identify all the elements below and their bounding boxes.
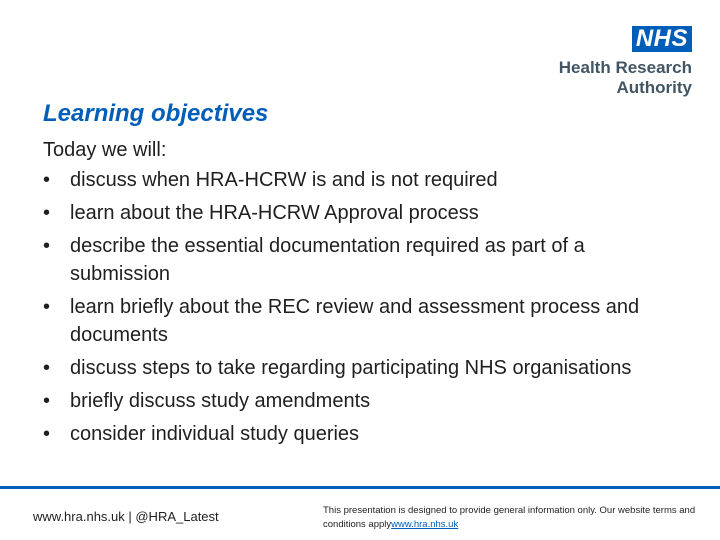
- objective-text: briefly discuss study amendments: [70, 390, 371, 412]
- objectives-list: [43, 166, 683, 453]
- bullet-icon: •: [43, 423, 51, 445]
- bullet-icon: •: [43, 235, 51, 257]
- bullet-icon: •: [43, 296, 51, 318]
- org-name: [559, 58, 692, 98]
- objective-text: describe the essential documentation required as part of a submission: [70, 235, 585, 285]
- list-item: [43, 354, 683, 382]
- objective-text: discuss steps to take regarding participating NHS organisations: [70, 357, 632, 379]
- hra-logo: [559, 26, 692, 98]
- footer-disclaimer: [323, 504, 703, 532]
- nhs-logo-badge: NHS: [632, 26, 692, 52]
- bullet-icon: •: [43, 357, 51, 379]
- footer-divider: [0, 486, 720, 489]
- bullet-icon: •: [43, 169, 51, 191]
- objective-text: learn briefly about the REC review and assessment process and documents: [70, 296, 640, 346]
- list-item: [43, 420, 683, 448]
- intro-text: Today we will:: [43, 139, 167, 161]
- org-name-line-2: Authority: [616, 78, 692, 97]
- list-item: [43, 199, 683, 227]
- slide-title: Learning objectives: [43, 100, 269, 127]
- list-item: [43, 387, 683, 415]
- bullet-icon: •: [43, 390, 51, 412]
- list-item: [43, 232, 683, 288]
- objective-text: discuss when HRA-HCRW is and is not required: [70, 169, 498, 191]
- org-name-line-1: Health Research: [558, 58, 692, 77]
- list-item: [43, 293, 683, 349]
- disclaimer-text: This presentation is designed to provide general information only. Our website terms and conditions apply: [323, 505, 696, 530]
- list-item: [43, 166, 683, 194]
- website-link[interactable]: www.hra.nhs.uk: [391, 519, 459, 530]
- objective-text: consider individual study queries: [70, 423, 360, 445]
- objective-text: learn about the HRA-HCRW Approval process: [70, 202, 479, 224]
- footer-contact: www.hra.nhs.uk | @HRA_Latest: [33, 509, 219, 524]
- bullet-icon: •: [43, 202, 51, 224]
